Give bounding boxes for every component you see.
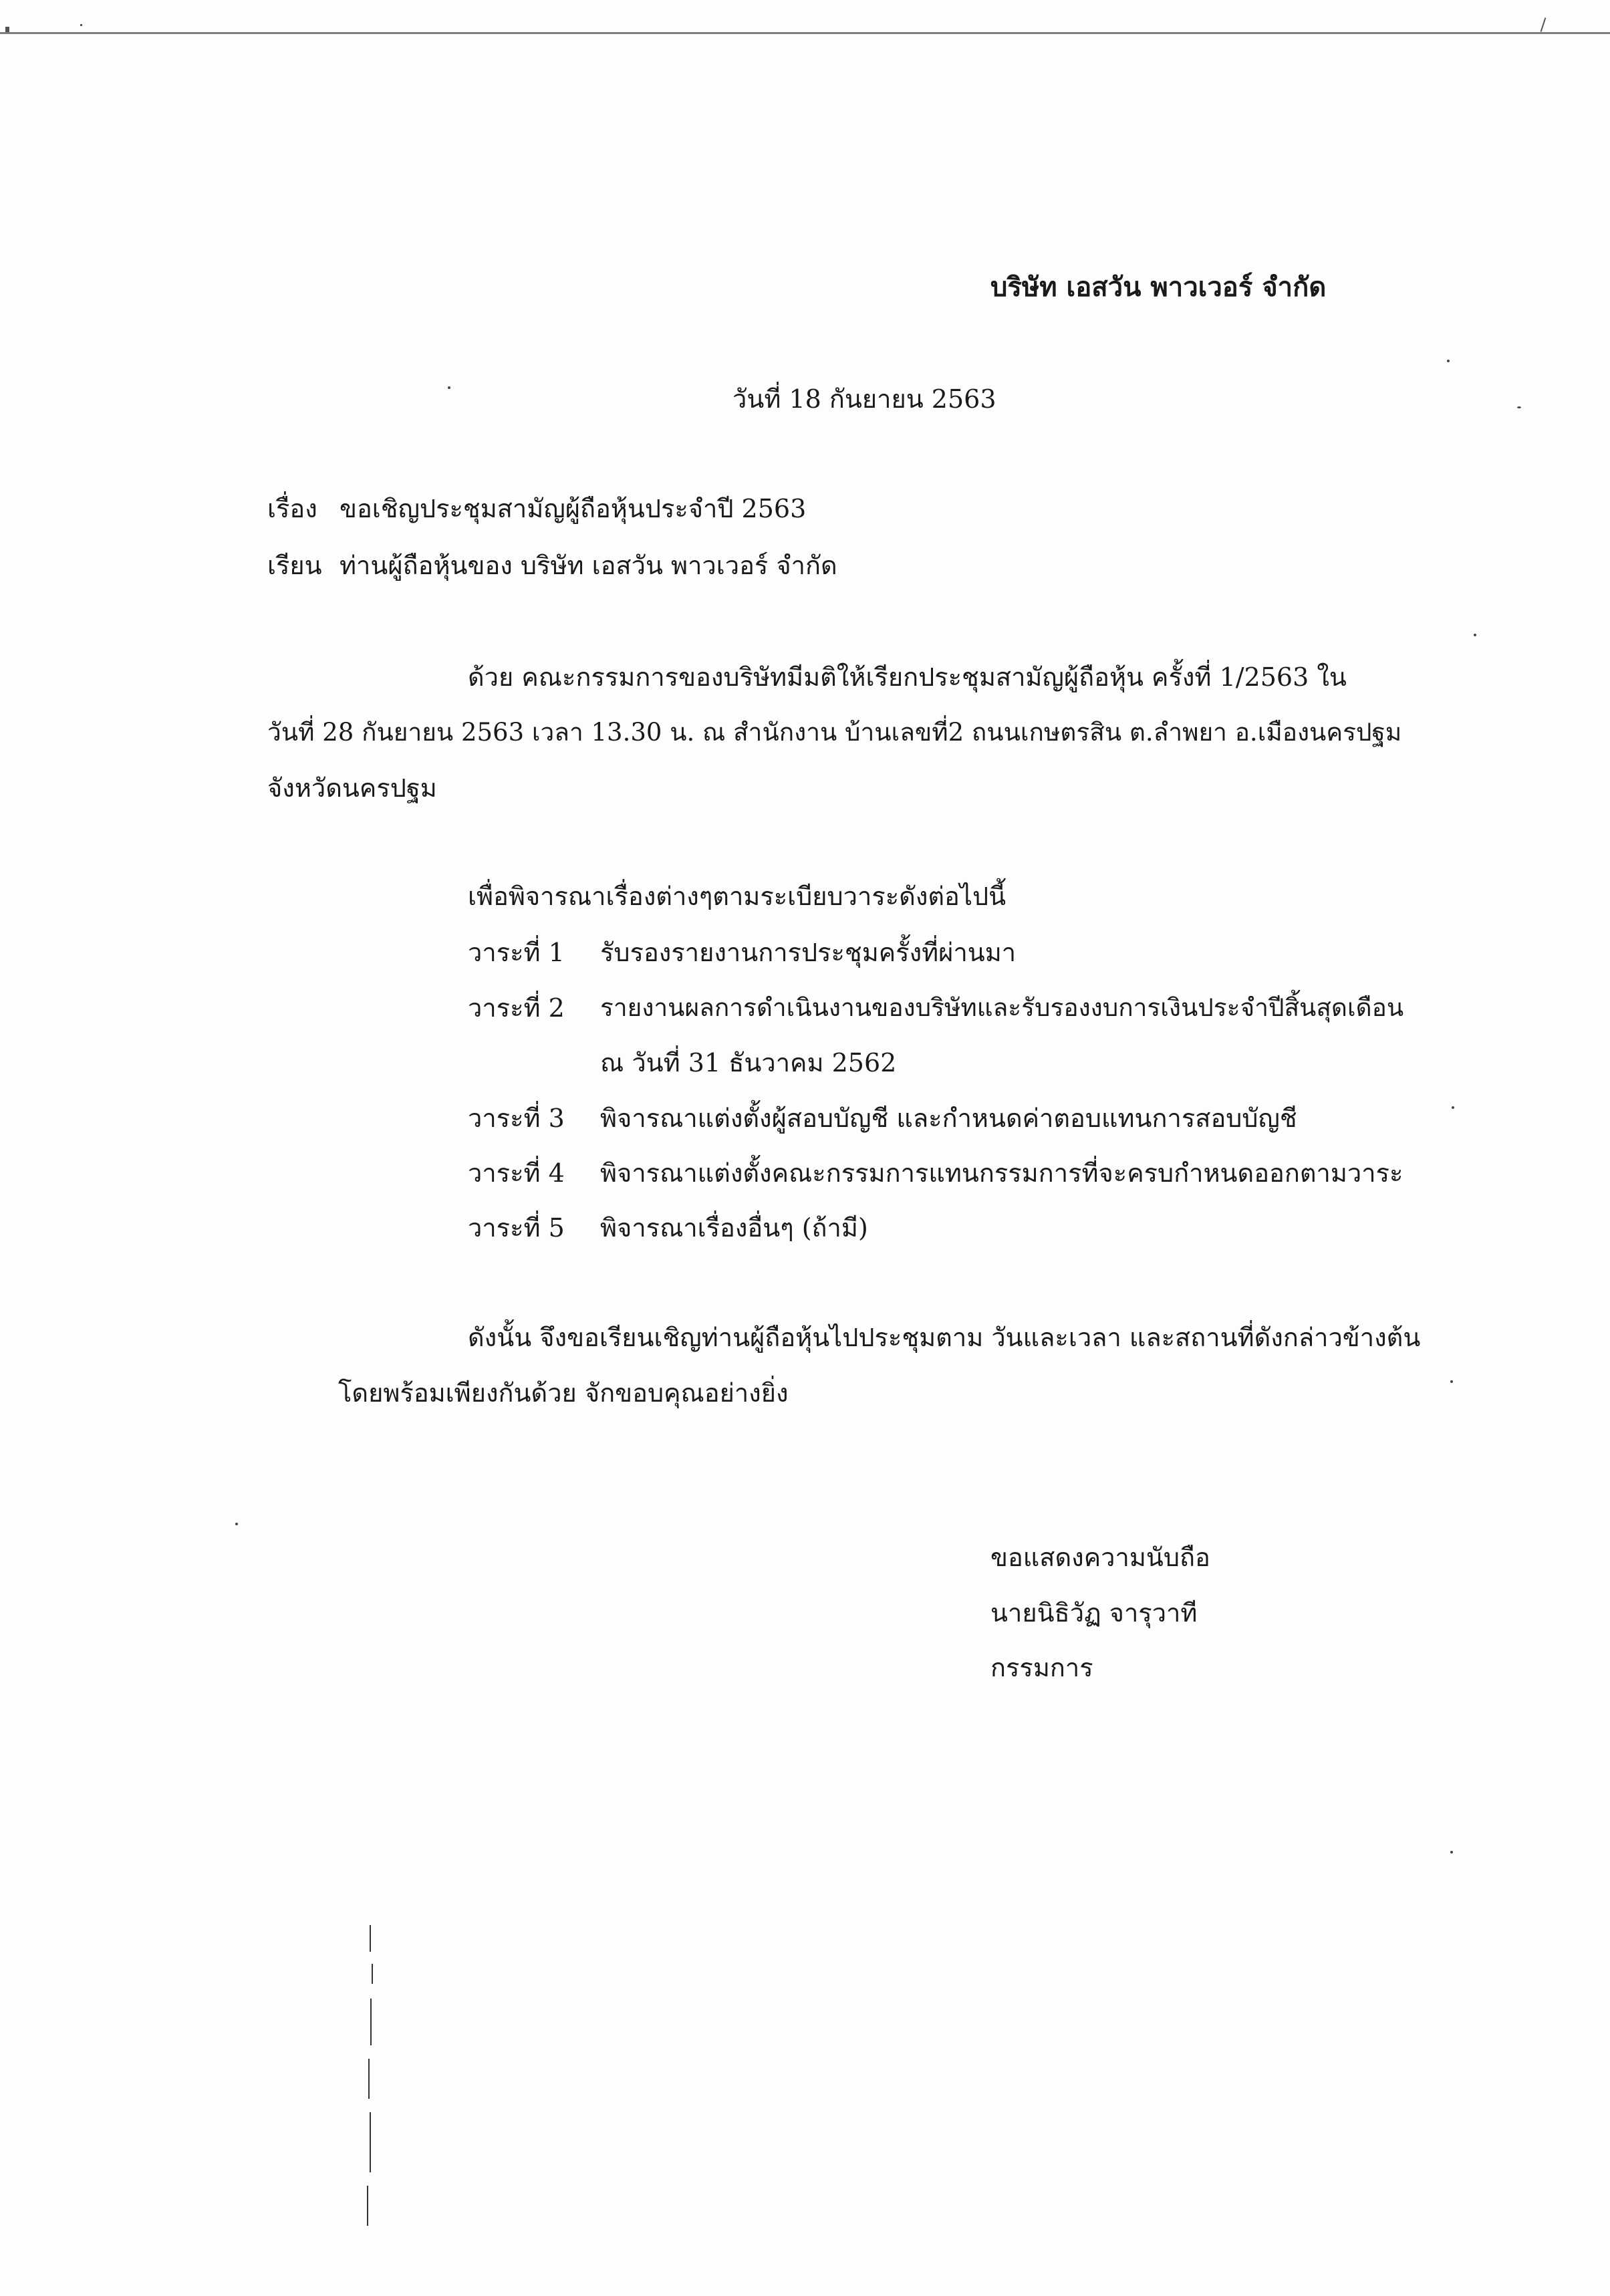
agenda-item-2-label: วาระที่ 2 xyxy=(468,993,565,1023)
intro-line-1: ด้วย คณะกรรมการของบริษัทมีมติให้เรียกประชุมสามัญผู้ถือหุ้น ครั้งที่ 1/2563 ใน xyxy=(468,662,1347,692)
subject-label: เรื่อง xyxy=(267,494,317,523)
signoff: ขอแสดงความนับถือ xyxy=(990,1543,1210,1572)
agenda-item-3-label: วาระที่ 3 xyxy=(468,1104,565,1133)
subject-text: ขอเชิญประชุมสามัญผู้ถือหุ้นประจำปี 2563 xyxy=(340,494,807,523)
closing-line-2: โดยพร้อมเพียงกันด้วย จักขอบคุณอย่างยิ่ง xyxy=(338,1378,789,1408)
recipient-label: เรียน xyxy=(267,551,322,580)
agenda-item-4-text: พิจารณาแต่งตั้งคณะกรรมการแทนกรรมการที่จะครบกำหนดออกตามวาระ xyxy=(600,1158,1403,1188)
margin-scan-marks xyxy=(370,1925,383,2233)
scan-edge-tick xyxy=(5,27,9,32)
agenda-item-1-text: รับรองรายงานการประชุมครั้งที่ผ่านมา xyxy=(600,938,1017,967)
scan-speck xyxy=(1517,406,1521,408)
scan-speck xyxy=(1474,634,1476,636)
agenda-item-2-text-continued: ณ วันที่ 31 ธันวาคม 2562 xyxy=(600,1048,897,1077)
company-heading: บริษัท เอสวัน พาวเวอร์ จำกัด xyxy=(990,271,1327,303)
signer-title: กรรมการ xyxy=(990,1653,1093,1682)
scan-speck xyxy=(235,1523,238,1525)
scan-edge-tick xyxy=(1540,17,1547,32)
scan-edge-line xyxy=(0,32,1610,34)
recipient-text: ท่านผู้ถือหุ้นของ บริษัท เอสวัน พาวเวอร์ จำกัด xyxy=(340,551,837,580)
letter-date: วันที่ 18 กันยายน 2563 xyxy=(732,384,996,414)
agenda-item-4-label: วาระที่ 4 xyxy=(468,1158,565,1188)
scan-speck xyxy=(1450,1851,1453,1854)
intro-line-3: จังหวัดนครปฐม xyxy=(267,773,437,803)
intro-line-2: วันที่ 28 กันยายน 2563 เวลา 13.30 น. ณ สำนักงาน บ้านเลขที่2 ถนนเกษตรสิน ต.ลำพยา อ.เมืองนครปฐม xyxy=(267,718,1402,747)
scan-speck xyxy=(1450,1380,1453,1383)
agenda-item-3-text: พิจารณาแต่งตั้งผู้สอบบัญชี และกำหนดค่าตอบแทนการสอบบัญชี xyxy=(600,1104,1297,1133)
scan-speck xyxy=(1452,1106,1454,1109)
agenda-item-5-label: วาระที่ 5 xyxy=(468,1213,565,1243)
agenda-item-2-text: รายงานผลการดำเนินงานของบริษัทและรับรองงบการเงินประจำปีสิ้นสุดเดือน xyxy=(600,993,1404,1022)
agenda-intro: เพื่อพิจารณาเรื่องต่างๆตามระเบียบวาระดังต่อไปนี้ xyxy=(468,882,1007,911)
scan-speck xyxy=(1447,360,1450,362)
agenda-item-5-text: พิจารณาเรื่องอื่นๆ (ถ้ามี) xyxy=(600,1213,868,1243)
signer-name: นายนิธิวัฏ จารุวาที xyxy=(990,1598,1198,1628)
scan-edge-tick xyxy=(80,24,82,26)
closing-line-1: ดังนั้น จึงขอเรียนเชิญท่านผู้ถือหุ้นไปประชุมตาม วันและเวลา และสถานที่ดังกล่าวข้างต้น xyxy=(468,1323,1421,1352)
agenda-item-1-label: วาระที่ 1 xyxy=(468,938,565,967)
scan-speck xyxy=(448,386,450,389)
